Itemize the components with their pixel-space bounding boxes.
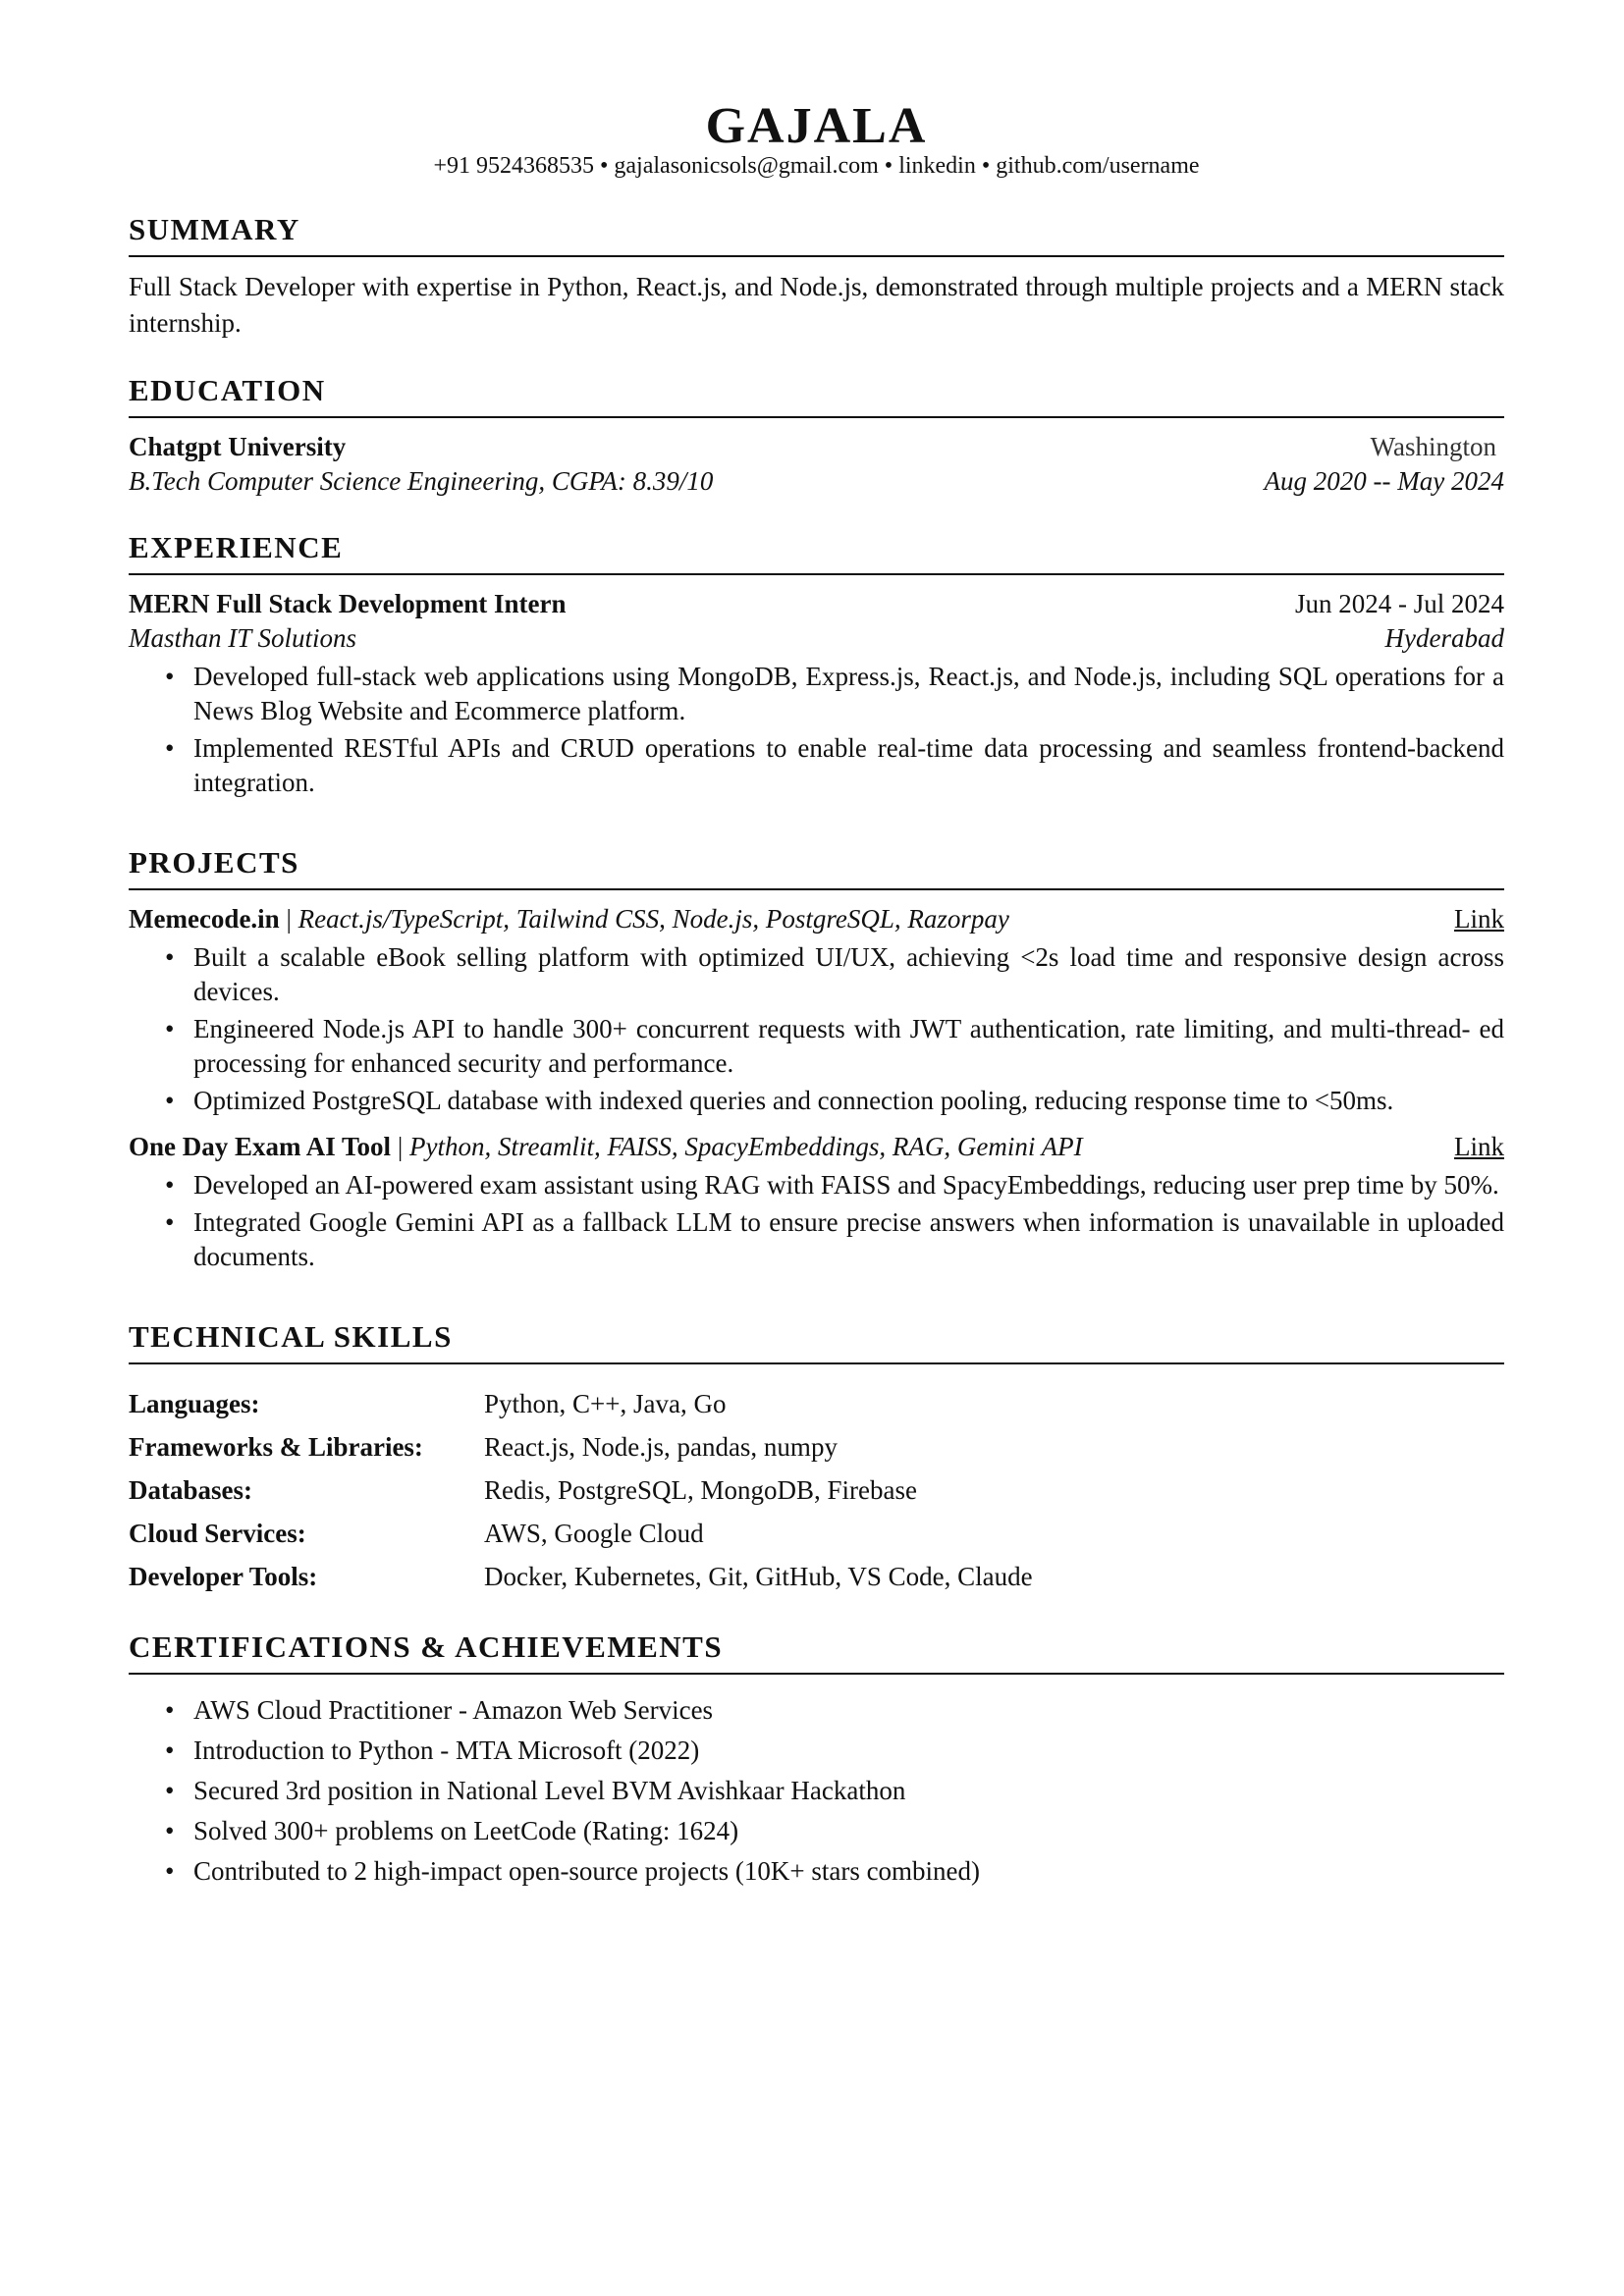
list-item: • Engineered Node.js API to handle 300+ concurrent requests with JWT authentication, rate limiting, and multi-thread- ed processing for enhanced security and performance. xyxy=(165,1012,1504,1081)
experience-company-row xyxy=(129,621,1504,656)
project-bullets xyxy=(165,940,1504,1118)
job-role: MERN Full Stack Development Intern xyxy=(129,589,567,618)
section-title-skills: TECHNICAL SKILLS xyxy=(129,1317,1504,1364)
list-item: • Solved 300+ problems on LeetCode (Rating: 1624) xyxy=(165,1811,1504,1850)
skill-label: Developer Tools: xyxy=(129,1562,318,1591)
section-title-summary: SUMMARY xyxy=(129,210,1504,257)
summary-text: Full Stack Developer with expertise in Python, React.js, and Node.js, demonstrated through multiple projects and a MERN stack internship. xyxy=(129,272,1504,338)
experience-section xyxy=(129,528,1504,800)
company-name: Masthan IT Solutions xyxy=(129,623,357,653)
list-item: • Secured 3rd position in National Level BVM Avishkaar Hackathon xyxy=(165,1771,1504,1810)
skill-row xyxy=(129,1512,1504,1555)
certification-bullets xyxy=(165,1690,1504,1891)
experience-bullets xyxy=(165,660,1504,800)
job-location: Hyderabad xyxy=(1384,623,1504,653)
project-header-row xyxy=(129,902,1504,936)
school-location: Washington xyxy=(1370,432,1496,461)
project-stack: Python, Streamlit, FAISS, SpacyEmbeddings, RAG, Gemini API xyxy=(408,1132,1083,1161)
project-header-row xyxy=(129,1130,1504,1164)
project-bullets xyxy=(165,1168,1504,1274)
list-item: • Built a scalable eBook selling platform with optimized UI/UX, achieving <2s load time and responsive design across devices. xyxy=(165,940,1504,1009)
education-section xyxy=(129,371,1504,499)
skill-label: Frameworks & Libraries: xyxy=(129,1432,423,1462)
project-heading xyxy=(129,1130,1083,1164)
school-name: Chatgpt University xyxy=(129,432,347,461)
project-link[interactable]: Link xyxy=(1454,1132,1504,1161)
section-title-education: EDUCATION xyxy=(129,371,1504,418)
candidate-name: GAJALA xyxy=(705,98,928,154)
skill-label: Languages: xyxy=(129,1389,260,1418)
section-title-projects: PROJECTS xyxy=(129,843,1504,890)
contact-line: +91 9524368535 • gajalasonicsols@gmail.com • linkedin • github.com/username xyxy=(433,153,1200,179)
project-one-day-exam xyxy=(129,1130,1504,1274)
experience-header-row xyxy=(129,587,1504,621)
projects-section xyxy=(129,843,1504,1274)
project-separator: | xyxy=(279,904,298,934)
skill-value: Redis, PostgreSQL, MongoDB, Firebase xyxy=(484,1475,917,1505)
section-title-experience: EXPERIENCE xyxy=(129,528,1504,575)
list-item: • Introduction to Python - MTA Microsoft (2022) xyxy=(165,1731,1504,1770)
list-item: • Contributed to 2 high-impact open-source projects (10K+ stars combined) xyxy=(165,1851,1504,1891)
project-memecode xyxy=(129,902,1504,1118)
skills-section xyxy=(129,1317,1504,1598)
project-name: One Day Exam AI Tool xyxy=(129,1132,392,1161)
list-item: • AWS Cloud Practitioner - Amazon Web Services xyxy=(165,1690,1504,1730)
education-header-row xyxy=(129,430,1504,464)
skill-value: Docker, Kubernetes, Git, GitHub, VS Code, Claude xyxy=(484,1562,1033,1591)
degree-text: B.Tech Computer Science Engineering, CGPA: 8.39/10 xyxy=(129,466,714,496)
skill-value: Python, C++, Java, Go xyxy=(484,1389,727,1418)
certifications-section xyxy=(129,1628,1504,1891)
skills-table xyxy=(129,1382,1504,1598)
project-link[interactable]: Link xyxy=(1454,904,1504,934)
skill-row xyxy=(129,1382,1504,1425)
skill-value: AWS, Google Cloud xyxy=(484,1519,704,1548)
skill-row xyxy=(129,1555,1504,1598)
education-detail-row xyxy=(129,464,1504,499)
list-item: • Optimized PostgreSQL database with indexed queries and connection pooling, reducing response time to <50ms. xyxy=(165,1084,1504,1118)
project-heading xyxy=(129,902,1009,936)
skill-row xyxy=(129,1468,1504,1512)
project-name: Memecode.in xyxy=(129,904,280,934)
skill-row xyxy=(129,1425,1504,1468)
list-item: • Implemented RESTful APIs and CRUD operations to enable real-time data processing and seamless frontend-backend integration. xyxy=(165,731,1504,800)
skill-label: Databases: xyxy=(129,1475,252,1505)
skill-value: React.js, Node.js, pandas, numpy xyxy=(484,1432,838,1462)
list-item: • Developed an AI-powered exam assistant using RAG with FAISS and SpacyEmbeddings, reducing user prep time by 50%. xyxy=(165,1168,1504,1202)
list-item: • Integrated Google Gemini API as a fallback LLM to ensure precise answers when information is unavailable in uploaded documents. xyxy=(165,1205,1504,1274)
section-title-certifications: CERTIFICATIONS & ACHIEVEMENTS xyxy=(129,1628,1504,1675)
job-dates: Jun 2024 - Jul 2024 xyxy=(1294,589,1504,618)
summary-section xyxy=(129,210,1504,342)
project-separator: | xyxy=(391,1132,409,1161)
skill-label: Cloud Services: xyxy=(129,1519,306,1548)
list-item: • Developed full-stack web applications using MongoDB, Express.js, React.js, and Node.js, including SQL operations for a News Blog Website and Ecommerce platform. xyxy=(165,660,1504,728)
project-stack: React.js/TypeScript, Tailwind CSS, Node.js, PostgreSQL, Razorpay xyxy=(298,904,1009,934)
education-dates: Aug 2020 -- May 2024 xyxy=(1264,466,1504,496)
